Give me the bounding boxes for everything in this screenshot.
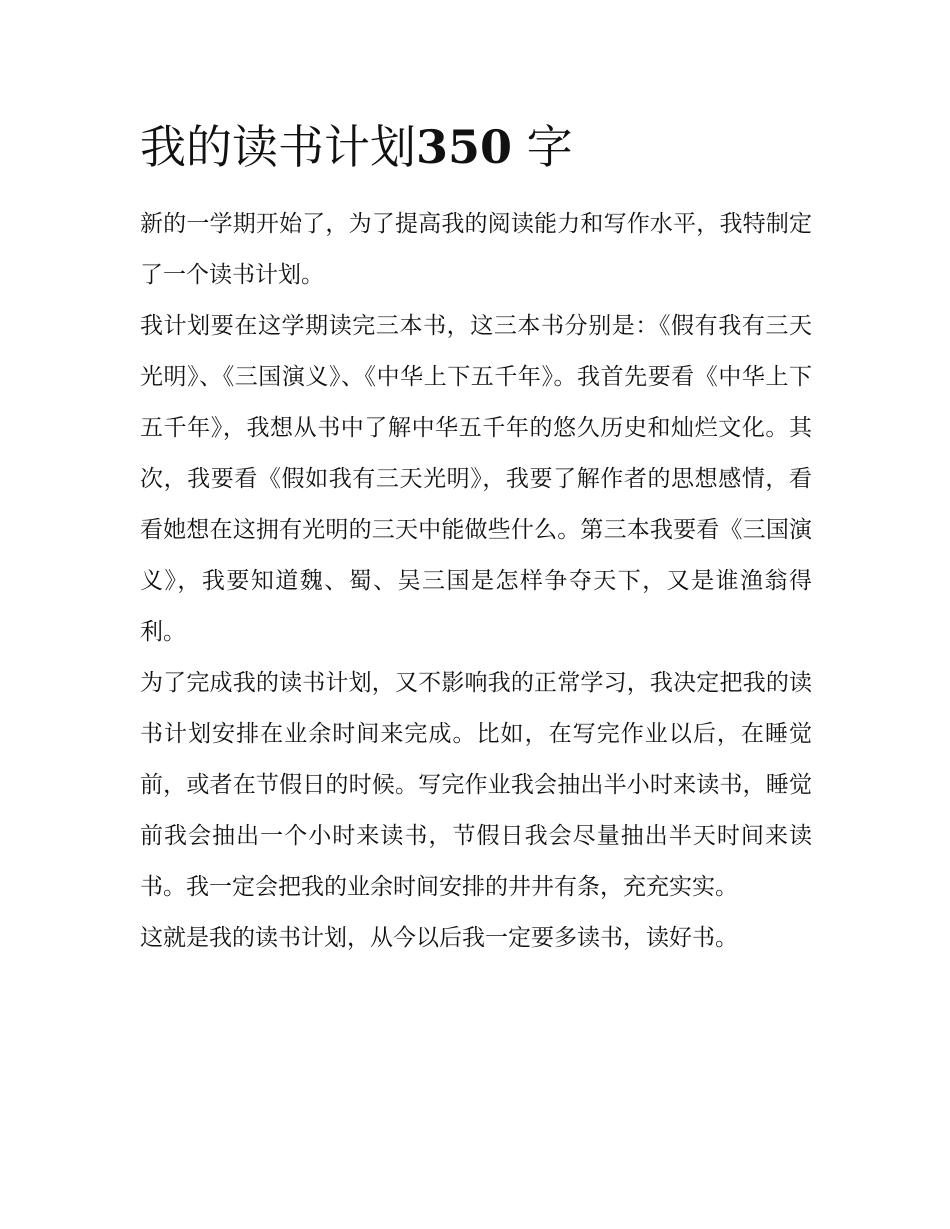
title-number: 350 (416, 120, 513, 174)
page-title (140, 112, 812, 182)
paragraph-2: 我计划要在这学期读完三本书，这三本书分别是：《假有我有三天光明》、《三国演义》、《中华上下五千年》。我首先要看《中华上下五千年》，我想从书中了解中华五千年的悠久历史和灿烂文化。其次，我要看《假如我有三天光明》，我要了解作者的思想感情，看看她想在这拥有光明的三天中能做些什么。第三本我要看《三国演义》，我要知道魏、蜀、吴三国是怎样争夺天下，又是谁渔翁得利。 (140, 313, 812, 645)
document-body (140, 112, 812, 964)
paragraph-3: 为了完成我的读书计划，又不影响我的正常学习，我决定把我的读书计划安排在业余时间来完成。比如，在写完作业以后，在睡觉前，或者在节假日的时候。写完作业我会抽出半小时来读书，睡觉前我会抽出一个小时来读书，节假日我会尽量抽出半天时间来读书。我一定会把我的业余时间安排的井井有条，充充实实。 (140, 670, 812, 900)
title-text: 我的读书计划 (140, 120, 416, 174)
title-suffix: 字 (526, 120, 573, 174)
paragraph-1: 新的一学期开始了，为了提高我的阅读能力和写作水平，我特制定了一个读书计划。 (140, 211, 812, 288)
paragraph-4: 这就是我的读书计划，从今以后我一定要多读书，读好书。 (140, 925, 738, 951)
